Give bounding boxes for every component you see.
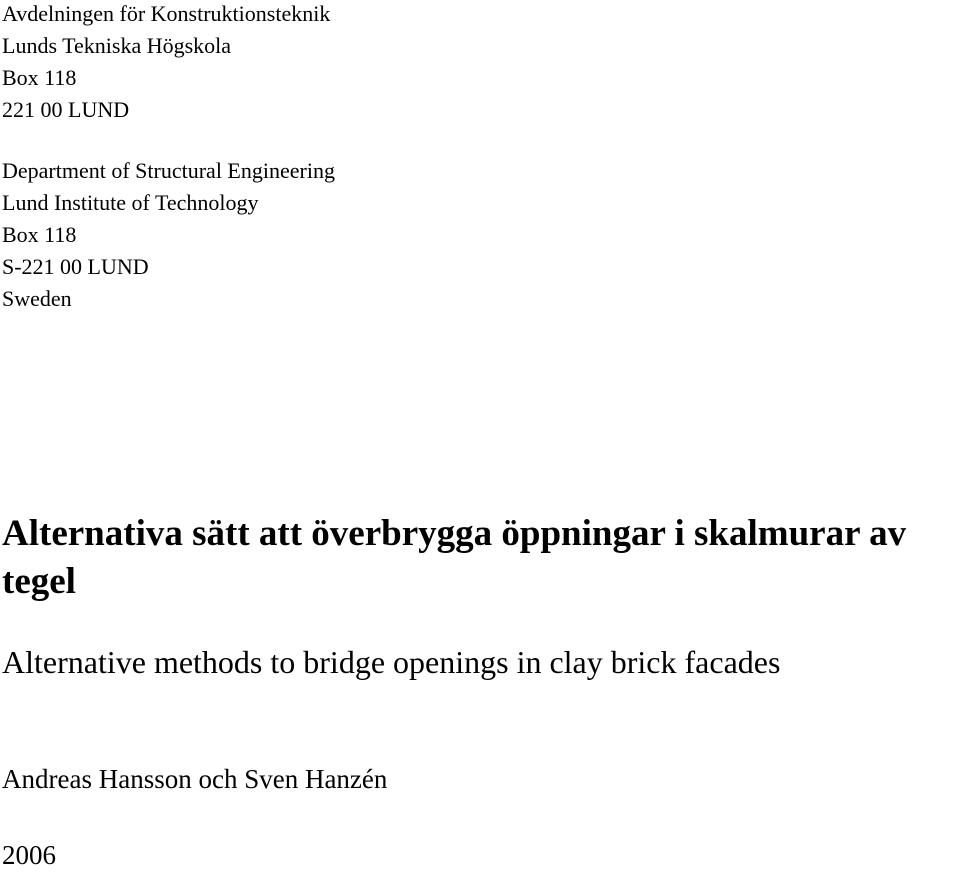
address-line-box-en: Box 118 — [2, 222, 77, 247]
address-line-box-sv: Box 118 — [2, 65, 77, 90]
swedish-address-block — [2, 0, 330, 126]
address-line-department-en: Department of Structural Engineering — [2, 158, 335, 183]
address-line-postal-sv: 221 00 LUND — [2, 97, 130, 122]
english-address-block — [2, 155, 335, 315]
report-title-swedish: Alternativa sätt att överbrygga öppningar i skalmurar av tegel — [2, 513, 907, 602]
report-authors: Andreas Hansson och Sven Hanzén — [2, 764, 388, 794]
address-line-postal-en: S-221 00 LUND — [2, 254, 149, 279]
report-year: 2006 — [2, 840, 56, 870]
address-line-country-en: Sweden — [2, 286, 72, 311]
address-line-department-sv: Avdelningen för Konstruktionsteknik — [2, 1, 331, 26]
report-title-english: Alternative methods to bridge openings in clay brick facades — [2, 644, 781, 680]
address-line-institute-en: Lund Institute of Technology — [2, 190, 259, 215]
address-line-institute-sv: Lunds Tekniska Högskola — [2, 33, 232, 58]
